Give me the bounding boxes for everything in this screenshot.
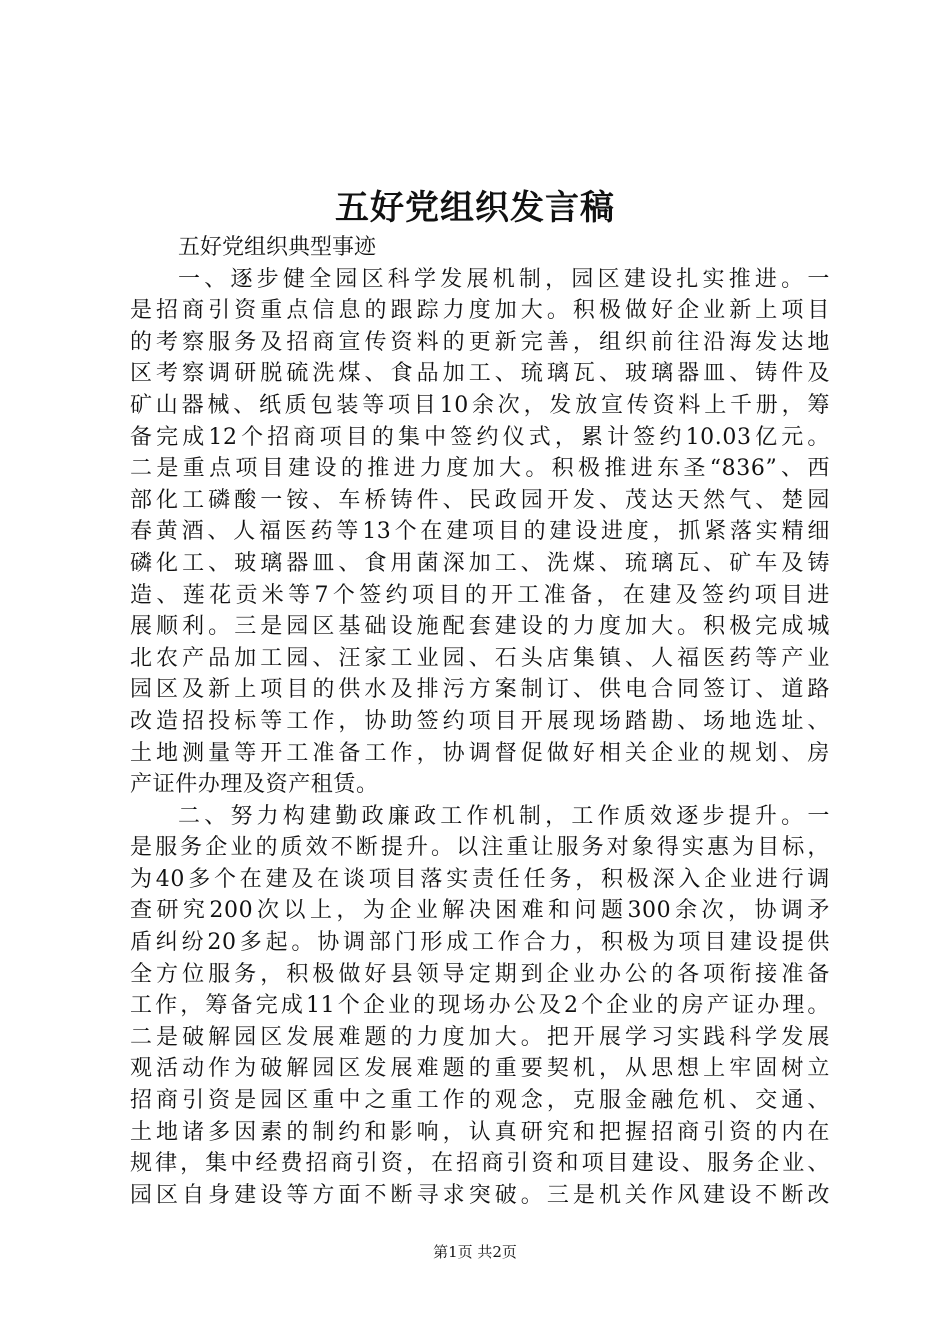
- paragraph-1-line: 区考察调研脱硫洗煤、食品加工、琉璃瓦、玻璃器皿、铸件及: [130, 361, 830, 387]
- paragraph-1: [130, 264, 830, 801]
- paragraph-2-line: 招商引资是园区重中之重工作的观念，克服金融危机、交通、: [130, 1088, 830, 1114]
- paragraph-1-line: 北农产品加工园、汪家工业园、石头店集镇、人福医药等产业: [130, 645, 830, 671]
- paragraph-2: [130, 801, 830, 1212]
- paragraph-1-line: 矿山器械、纸质包装等项目10余次，发放宣传资料上千册，筹: [130, 392, 830, 418]
- paragraph-2-line: 观活动作为破解园区发展难题的重要契机，从思想上牢固树立: [130, 1056, 830, 1082]
- page-number: 第1页 共2页: [433, 1243, 517, 1261]
- document-subtitle: 五好党组织典型事迹: [178, 235, 377, 260]
- paragraph-2-line: 规律，集中经费招商引资，在招商引资和项目建设、服务企业、: [130, 1151, 830, 1177]
- paragraph-1-line: 土地测量等开工准备工作，协调督促做好相关企业的规划、房: [130, 740, 830, 766]
- paragraph-1-line: 产证件办理及资产租赁。: [130, 772, 379, 798]
- paragraph-1-line: 改造招投标等工作，协助签约项目开展现场踏勘、场地选址、: [130, 708, 830, 734]
- paragraph-2-line: 二是破解园区发展难题的力度加大。把开展学习实践科学发展: [130, 1024, 830, 1050]
- paragraph-1-line: 部化工磷酸一铵、车桥铸件、民政园开发、茂达天然气、楚园: [130, 487, 830, 513]
- paragraph-1-line: 园区及新上项目的供水及排污方案制订、供电合同签订、道路: [130, 677, 830, 703]
- paragraph-2-line: 全方位服务，积极做好县领导定期到企业办公的各项衔接准备: [130, 961, 830, 987]
- paragraph-2-line: 工作，筹备完成11个企业的现场办公及2个企业的房产证办理。: [130, 993, 830, 1019]
- paragraph-2-line: 盾纠纷20多起。协调部门形成工作合力，积极为项目建设提供: [130, 930, 830, 956]
- paragraph-1-line: 备完成12个招商项目的集中签约仪式，累计签约10.03亿元。: [130, 424, 830, 450]
- paragraph-2-line: 是服务企业的质效不断提升。以注重让服务对象得实惠为目标，: [130, 835, 830, 861]
- document-title: 五好党组织发言稿: [335, 188, 615, 228]
- paragraph-1-line: 春黄酒、人福医药等13个在建项目的建设进度，抓紧落实精细: [130, 519, 830, 545]
- paragraph-2-line: 二、努力构建勤政廉政工作机制，工作质效逐步提升。一: [178, 803, 830, 829]
- paragraph-2-line: 查研究200次以上，为企业解决困难和问题300余次，协调矛: [130, 898, 830, 924]
- paragraph-1-line: 造、莲花贡米等7个签约项目的开工准备，在建及签约项目进: [130, 582, 830, 608]
- paragraph-1-line: 一、逐步健全园区科学发展机制，园区建设扎实推进。一: [178, 266, 830, 292]
- paragraph-1-line: 是招商引资重点信息的跟踪力度加大。积极做好企业新上项目: [130, 298, 830, 324]
- paragraph-1-line: 二是重点项目建设的推进力度加大。积极推进东圣“836”、西: [130, 456, 830, 482]
- paragraph-1-line: 磷化工、玻璃器皿、食用菌深加工、洗煤、琉璃瓦、矿车及铸: [130, 550, 830, 576]
- paragraph-2-line: 园区自身建设等方面不断寻求突破。三是机关作风建设不断改: [130, 1182, 830, 1208]
- paragraph-1-line: 展顺利。三是园区基础设施配套建设的力度加大。积极完成城: [130, 614, 830, 640]
- paragraph-2-line: 土地诸多因素的制约和影响，认真研究和把握招商引资的内在: [130, 1119, 830, 1145]
- paragraph-1-line: 的考察服务及招商宣传资料的更新完善，组织前往沿海发达地: [130, 329, 830, 355]
- paragraph-2-line: 为40多个在建及在谈项目落实责任任务，积极深入企业进行调: [130, 866, 830, 892]
- document-body: [130, 232, 830, 1211]
